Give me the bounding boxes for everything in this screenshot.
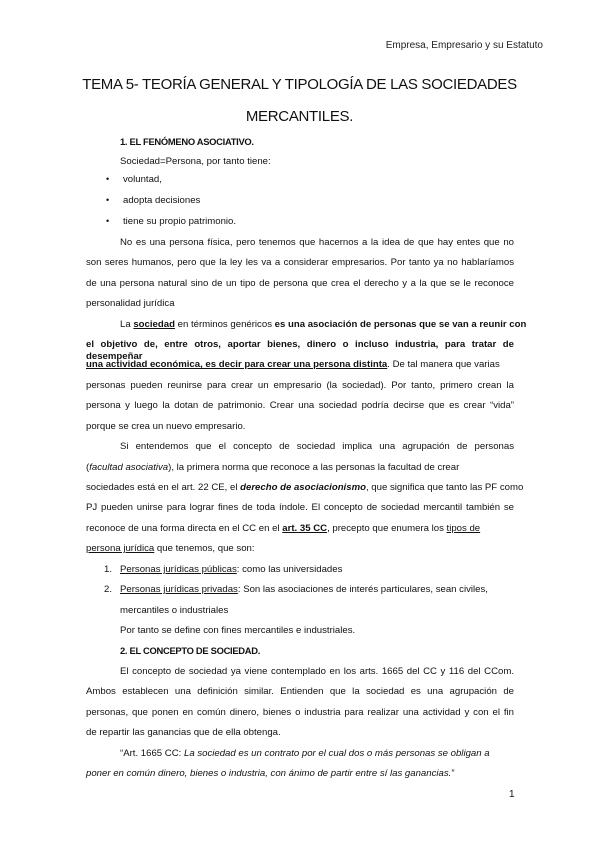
p1-line-2: son seres humanos, pero que la ley les va a considerar empresarios. Por tanto ya no hablaríamos	[86, 257, 514, 268]
term-sociedad: sociedad	[133, 319, 175, 330]
list-item-2-continuation: mercantiles o industriales	[120, 605, 229, 616]
quote-line-2: poner en común dinero, bienes o industria, con ánimo de partir entre sí las ganancias.”	[86, 768, 455, 779]
running-header: Empresa, Empresario y su Estatuto	[385, 40, 543, 51]
p3-line-5: reconoce de una forma directa en el CC en el art. 35 CC, precepto que enumera los tipos de	[86, 523, 481, 534]
after-list-text: Por tanto se define con fines mercantiles e industriales.	[120, 625, 356, 636]
p3-line-4: PJ pueden unirse para lograr fines de toda índole. El concepto de sociedad mercantil también se	[86, 502, 514, 513]
bullet-2-text: adopta decisiones	[123, 195, 201, 206]
p2-line-1: La sociedad en términos genéricos es una asociación de personas que se van a reunir con	[120, 319, 527, 330]
ref-art-35-cc: art. 35 CC	[282, 523, 328, 534]
document-title-line-2: MERCANTILES.	[245, 108, 354, 125]
term-facultad-asociativa: facultad asociativa	[89, 462, 169, 473]
term-pj-privadas: Personas jurídicas privadas	[120, 584, 238, 595]
page-number: 1	[509, 789, 515, 800]
p3-line-6: persona jurídica que tenemos, que son:	[86, 543, 255, 554]
term-derecho-asociacionismo: derecho de asociacionismo	[240, 482, 366, 493]
bullet-1-text: voluntad,	[123, 174, 162, 185]
term-tipos-de: tipos de	[446, 523, 481, 534]
bullet-3-marker: •	[106, 216, 110, 226]
p3-line-2: (facultad asociativa), la primera norma que reconoce a las personas la facultad de crear	[86, 462, 460, 473]
bullet-2-marker: •	[106, 195, 110, 205]
section-1-intro: Sociedad=Persona, por tanto tiene:	[120, 156, 271, 167]
p1-line-4: personalidad jurídica	[86, 298, 175, 309]
p1-line-1: No es una persona física, pero tenemos que hacernos a la idea de que hay entes que no	[120, 237, 514, 248]
definition-highlight-1: es una asociación de personas que se van a reunir con	[274, 319, 527, 330]
list-item-1-number: 1.	[104, 564, 113, 575]
p2-line-6: porque se crea un nuevo empresario.	[86, 421, 246, 432]
p1-line-3: de una persona natural sino de un tipo de persona que crea el derecho y a la que se le reconoce	[86, 278, 514, 289]
p3-line-3: sociedades está en el art. 22 CE, el derecho de asociacionismo, que significa que tanto las PF como	[86, 482, 524, 493]
s2-p1-line-4: de repartir las ganancias que de ella obtenga.	[86, 727, 281, 738]
bullet-3-text: tiene su propio patrimonio.	[123, 216, 237, 227]
definition-highlight-3: una actividad económica, es decir para crear una persona distinta	[86, 359, 388, 370]
quote-line-1: “Art. 1665 CC: La sociedad es un contrato por el cual dos o más personas se obligan a	[120, 748, 490, 759]
p2-line-4: personas pueden reunirse para crear un empresario (la sociedad). Por tanto, primero crean la	[86, 380, 514, 391]
p2-line-3: una actividad económica, es decir para crear una persona distinta. De tal manera que varias	[86, 359, 500, 370]
bullet-1-marker: •	[106, 174, 110, 184]
term-pj-publicas: Personas jurídicas públicas	[120, 564, 237, 575]
list-item-2: Personas jurídicas privadas: Son las asociaciones de interés particulares, sean civiles,	[120, 584, 488, 595]
term-persona-juridica: persona jurídica	[86, 543, 155, 554]
p2-line-5: persona y luego la dotan de patrimonio. Crear una sociedad podría decirse que es crear “vida”	[86, 400, 514, 411]
p3-line-1: Si entendemos que el concepto de sociedad implica una agrupación de personas	[120, 441, 514, 452]
section-2-heading: 2. EL CONCEPTO DE SOCIEDAD.	[120, 645, 261, 656]
document-title-line-1: TEMA 5- TEORÍA GENERAL Y TIPOLOGÍA DE LAS SOCIEDADES	[82, 76, 517, 93]
s2-p1-line-3: personas, que ponen en común dinero, bienes o industria para realizar una actividad y con el fin	[86, 707, 514, 718]
s2-p1-line-1: El concepto de sociedad ya viene contemplado en los arts. 1665 del CC y 116 del CCom.	[120, 666, 514, 677]
list-item-1: Personas jurídicas públicas: como las universidades	[120, 564, 343, 575]
section-1-heading: 1. EL FENÓMENO ASOCIATIVO.	[120, 136, 254, 147]
p2-line-2: el objetivo de, entre otros, aportar bienes, dinero o incluso industria, para tratar de desempeñar	[86, 339, 514, 362]
s2-p1-line-2: Ambos establecen una definición similar. Entienden que la sociedad es una agrupación de	[86, 686, 514, 697]
list-item-2-number: 2.	[104, 584, 113, 595]
